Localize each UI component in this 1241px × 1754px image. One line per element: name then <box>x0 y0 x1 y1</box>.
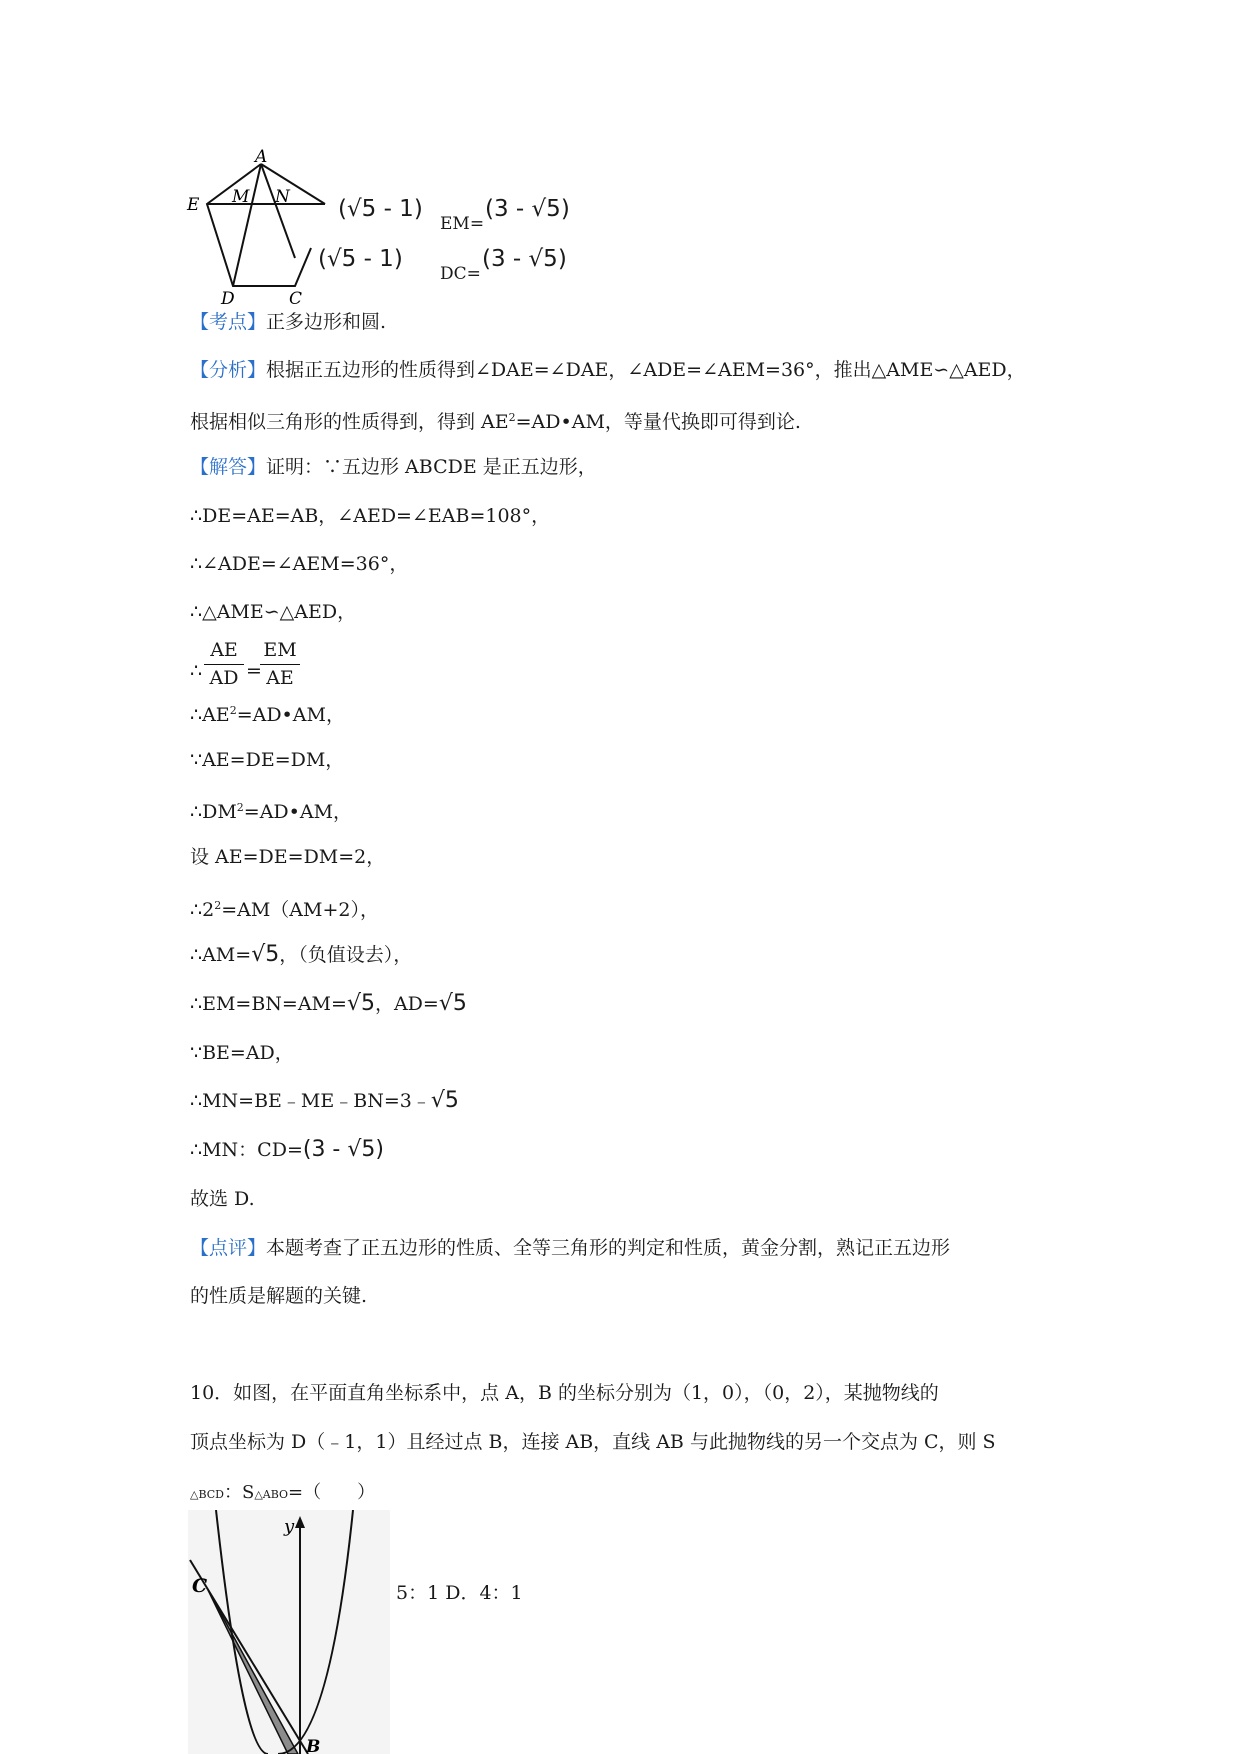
label-d: D <box>221 289 235 308</box>
figure-background <box>188 1510 390 1754</box>
dianping-tag: 【点评】 <box>190 1237 267 1259</box>
jieda-line <box>190 455 597 479</box>
pentagon-outline <box>207 164 311 286</box>
pentagon-figure <box>185 148 345 308</box>
step-6b: =AD•AM， <box>243 801 353 823</box>
kaodian-line <box>190 310 386 334</box>
step-11: ∵BE=AD， <box>190 1042 294 1064</box>
jieda-tag: 【解答】 <box>190 456 267 478</box>
label-e: E <box>187 195 200 215</box>
step-8 <box>190 894 379 922</box>
q10-line-2: 顶点坐标为 D（﹣1，1）且经过点 B，连接 AB，直线 AB 与此抛物线的另一个交点为 C，则 S <box>190 1431 996 1453</box>
fraction-em-over-ae <box>260 638 300 691</box>
fenxi-text-1: 根据正五边形的性质得到∠DAE=∠DAE，∠ADE=∠AEM=36°，推出△AME∽△AED， <box>266 359 1026 381</box>
step-10 <box>190 992 467 1016</box>
step-13 <box>190 1138 384 1162</box>
sqrt5-formula-d: √5 <box>430 1088 459 1113</box>
label-m: M <box>232 187 250 207</box>
step-9a: ∴AM= <box>190 944 252 966</box>
fenxi-text-2b: =AD•AM，等量代换即可得到论. <box>515 411 801 433</box>
em-label: EM= <box>440 214 485 234</box>
frac2-num: EM <box>260 638 300 665</box>
label-c: C <box>289 289 303 308</box>
fenxi-sup: 2 <box>508 411 516 424</box>
y-axis-label: y <box>284 1516 295 1537</box>
step-10b: ，AD= <box>374 993 439 1015</box>
step-12 <box>190 1089 459 1113</box>
step-9 <box>190 943 412 967</box>
step-9b: ，（负值设去）， <box>279 944 413 966</box>
step-5: ∵AE=DE=DM， <box>190 749 345 771</box>
fenxi-line-2 <box>190 406 801 434</box>
step-7: 设 AE=DE=DM=2， <box>190 846 386 868</box>
q10-line-1: 10．如图，在平面直角坐标系中，点 A，B 的坐标分别为（1，0），（0，2），某抛物线的 <box>190 1382 939 1404</box>
dianping-text-1: 本题考查了正五边形的性质、全等三角形的判定和性质，黄金分割，熟记正五边形 <box>266 1237 951 1259</box>
step-12a: ∴MN=BE﹣ME﹣BN=3﹣ <box>190 1090 431 1112</box>
step-2: ∴∠ADE=∠AEM=36°， <box>190 553 409 575</box>
kaodian-text: 正多边形和圆. <box>266 311 387 333</box>
formula-3-minus-sqrt5-a: (3 - √5) <box>485 196 570 222</box>
step-14: 故选 D. <box>190 1188 255 1210</box>
parabola-figure <box>188 1510 390 1754</box>
label-n: N <box>275 187 290 207</box>
step-6 <box>190 796 352 824</box>
step-4b: =AD•AM， <box>236 704 345 726</box>
fraction-ae-over-ad <box>204 638 244 691</box>
answer-choices: 5：1 D．4：1 <box>396 1582 523 1604</box>
q10-end: =（ ） <box>288 1482 376 1503</box>
fenxi-line-1 <box>190 358 1026 382</box>
step-10a: ∴EM=BN=AM= <box>190 993 347 1015</box>
jieda-text: 证明：∵五边形 ABCDE 是正五边形， <box>266 456 597 478</box>
formula-sqrt5-minus-1-a: (√5 - 1) <box>338 196 423 222</box>
frac-equals: = <box>246 660 262 682</box>
step-4-sup: 2 <box>229 704 237 717</box>
sqrt5-formula-a: √5 <box>251 942 280 967</box>
step-8b: =AM（AM+2）， <box>221 899 379 921</box>
pentagon-edge-ab <box>261 164 325 204</box>
sqrt5-formula-b: √5 <box>346 991 375 1016</box>
dianping-line-1 <box>190 1236 950 1260</box>
step-6-sup: 2 <box>236 801 244 814</box>
fenxi-tag: 【分析】 <box>190 359 267 381</box>
frac2-den: AE <box>266 667 294 689</box>
formula-sqrt5-minus-1-b: (√5 - 1) <box>318 246 403 272</box>
step-6a: ∴DM <box>190 801 237 823</box>
q10-sub-abo: △ABO <box>254 1488 289 1501</box>
sqrt5-formula-c: √5 <box>438 991 467 1016</box>
step-8a: ∴2 <box>190 899 215 921</box>
q10-line-3 <box>190 1481 375 1507</box>
step-4 <box>190 699 345 727</box>
step-3: ∴△AME∽△AED， <box>190 601 357 623</box>
q10-mid: ：S <box>223 1482 255 1503</box>
step-13a: ∴MN：CD= <box>190 1139 303 1161</box>
kaodian-tag: 【考点】 <box>190 311 267 333</box>
therefore-symbol: ∴ <box>190 660 203 682</box>
formula-3-minus-sqrt5-b: (3 - √5) <box>482 246 567 272</box>
diagonal-ac <box>261 164 295 258</box>
frac1-den: AD <box>209 667 239 689</box>
step-4a: ∴AE <box>190 704 230 726</box>
label-a: A <box>255 148 268 167</box>
step-8-sup: 2 <box>214 899 222 912</box>
label-c: C <box>192 1575 208 1597</box>
q10-sub-bcd: △BCD <box>190 1488 224 1501</box>
dc-label: DC= <box>440 264 481 284</box>
formula-3-minus-sqrt5-c: (3 - √5) <box>302 1137 384 1162</box>
frac1-num: AE <box>204 638 244 665</box>
label-b: B <box>306 1737 321 1754</box>
fenxi-text-2a: 根据相似三角形的性质得到，得到 AE <box>190 411 509 433</box>
dianping-line-2: 的性质是解题的关键. <box>190 1285 368 1307</box>
step-1: ∴DE=AE=AB，∠AED=∠EAB=108°， <box>190 505 551 527</box>
